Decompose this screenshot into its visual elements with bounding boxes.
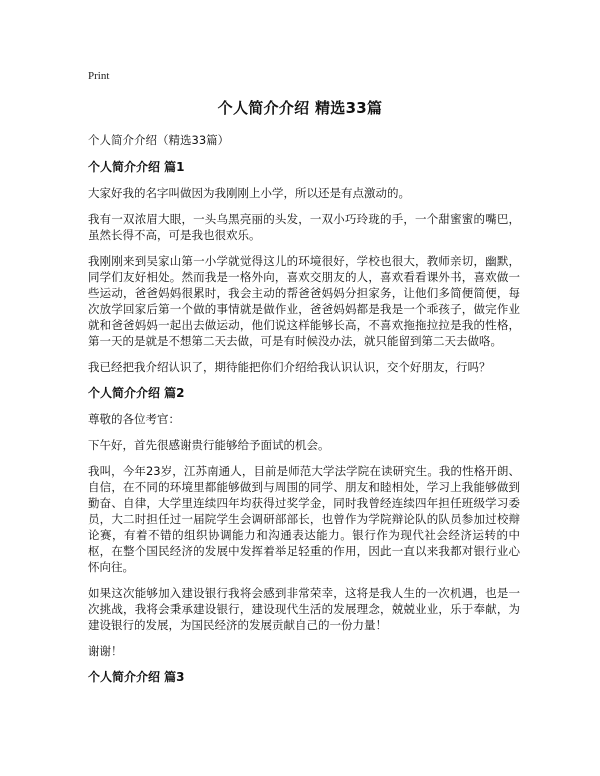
page-title: 个人简介介绍 精选33篇 (217, 99, 383, 117)
section-1 (88, 159, 520, 375)
paragraph: 下午好，首先很感谢贵行能够给予面试的机会。 (88, 438, 330, 452)
paragraph: 我有一双浓眉大眼，一头乌黑亮丽的头发，一双小巧玲珑的手，一个甜蜜蜜的嘴巴，虽然长得不高，可是我也很欢乐。 (88, 212, 520, 242)
paragraph: 我刚刚来到吴家山第一小学就觉得这儿的环境很好，学校也很大，教师亲切，幽默，同学们友好相处。然而我是一格外向，喜欢交朋友的人，喜欢看看课外书，喜欢做一些运动，爸爸妈妈很累时，我会主动的帮爸爸妈妈分担家务，让他们多简便简便，每次放学回家后第一个做的事情就是做作业，爸爸妈妈都是我是一个乖孩子，做完作业就和爸爸妈妈一起出去做运动，他们说这样能够长高，不喜欢拖拖拉拉是我的性格，第一天的是就是不想第二天去做，可是有时候没办法，就只能留到第二天去做咯。 (88, 254, 520, 348)
document-body (88, 132, 520, 695)
section-3 (88, 669, 520, 685)
paragraph: 如果这次能够加入建设银行我将会感到非常荣幸，这将是我人生的一次机遇，也是一次挑战，我将会秉承建设银行，建设现代生活的发展理念，兢兢业业，乐于奉献，为建设银行的发展，为国民经济的发展贡献自己的一份力量！ (88, 586, 520, 632)
section-heading: 个人简介介绍 篇1 (88, 160, 185, 174)
paragraph: 我已经把我介绍认识了，期待能把你们介绍给我认识认识，交个好朋友，行吗？ (88, 360, 491, 374)
paragraph: 我叫，今年23岁，江苏南通人，目前是师范大学法学院在读研究生。我的性格开朗、自信，在不同的环境里都能够做到与周围的同学、朋友和睦相处，学习上我能够做到勤奋、自律，大学里连续四年均获得过奖学金，同时我曾经连续四年担任班级学习委员，大二时担任过一届院学生会调研部部长，也曾作为学院辩论队的队员参加过校辩论赛，有着不错的组织协调能力和沟通表达能力。银行作为现代社会经济运转的中枢，在整个国民经济的发展中发挥着举足轻重的作用，因此一直以来我都对银行业心怀向往。 (88, 464, 520, 574)
section-heading: 个人简介介绍 篇2 (88, 386, 185, 400)
paragraph: 谢谢！ (88, 644, 123, 658)
section-heading: 个人简介介绍 篇3 (88, 670, 185, 684)
document-subtitle: 个人简介介绍（精选33篇） (88, 133, 230, 147)
paragraph: 大家好我的名字叫做因为我刚刚上小学，所以还是有点激动的。 (88, 186, 410, 200)
print-label[interactable]: Print (88, 70, 110, 82)
paragraph: 尊敬的各位考官： (88, 412, 180, 426)
section-2 (88, 385, 520, 659)
